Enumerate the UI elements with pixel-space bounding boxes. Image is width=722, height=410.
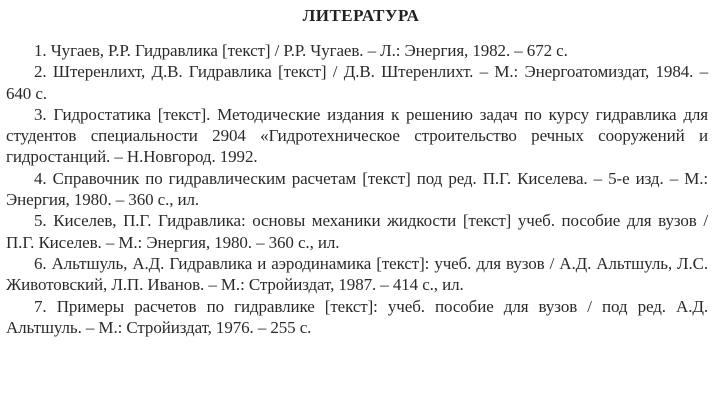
reference-number: 5. bbox=[34, 211, 47, 231]
reference-text: Альтшуль, А.Д. Гидравлика и аэродинамика [текст]: учеб. для вузов / А.Д. Альтшуль, Л.С. Животовский, Л.П. Иванов. – М.: Стройиздат, 1987. – 414 с., ил. bbox=[6, 253, 708, 295]
reference-number: 2. bbox=[34, 62, 47, 82]
reference-item-5 bbox=[6, 210, 708, 253]
reference-item-4 bbox=[6, 168, 708, 211]
reference-text: Гидростатика [текст]. Методические издания к решению задач по курсу гидравлика для студентов специальности 2904 «Гидротехническое строительство речных сооружений и гидростанций. – Н.Новгород. 1992. bbox=[6, 104, 708, 167]
reference-item-1 bbox=[6, 40, 708, 61]
reference-number: 1. bbox=[34, 41, 47, 60]
reference-text: Чугаев, Р.Р. Гидравлика [текст] / Р.Р. Чугаев. – Л.: Энергия, 1982. – 672 с. bbox=[50, 41, 568, 60]
reference-text: Киселев, П.Г. Гидравлика: основы механики жидкости [текст] учеб. пособие для вузов / П.Г. Киселев. – М.: Энергия, 1980. – 360 с., ил. bbox=[6, 211, 708, 252]
page-title: ЛИТЕРАТУРА bbox=[302, 6, 420, 25]
reference-item-7 bbox=[6, 296, 708, 339]
reference-item-6 bbox=[6, 253, 708, 296]
reference-item-2 bbox=[6, 61, 708, 104]
reference-text: Справочник по гидравлическим расчетам [текст] под ред. П.Г. Киселева. – 5-е изд. – М.: Энергия, 1980. – 360 с., ил. bbox=[6, 168, 708, 210]
reference-text: Примеры расчетов по гидравлике [текст]: учеб. пособие для вузов / под ред. А.Д. Альтшуль. – М.: Стройиздат, 1976. – 255 с. bbox=[6, 296, 708, 337]
reference-number: 7. bbox=[34, 296, 47, 316]
reference-list bbox=[6, 40, 708, 338]
reference-number: 4. bbox=[34, 168, 47, 188]
reference-item-3 bbox=[6, 104, 708, 168]
reference-number: 6. bbox=[34, 253, 47, 273]
reference-number: 3. bbox=[34, 104, 47, 124]
reference-text: Штеренлихт, Д.В. Гидравлика [текст] / Д.В. Штеренлихт. – М.: Энергоатомиздат, 1984. – 640 с. bbox=[6, 62, 708, 103]
